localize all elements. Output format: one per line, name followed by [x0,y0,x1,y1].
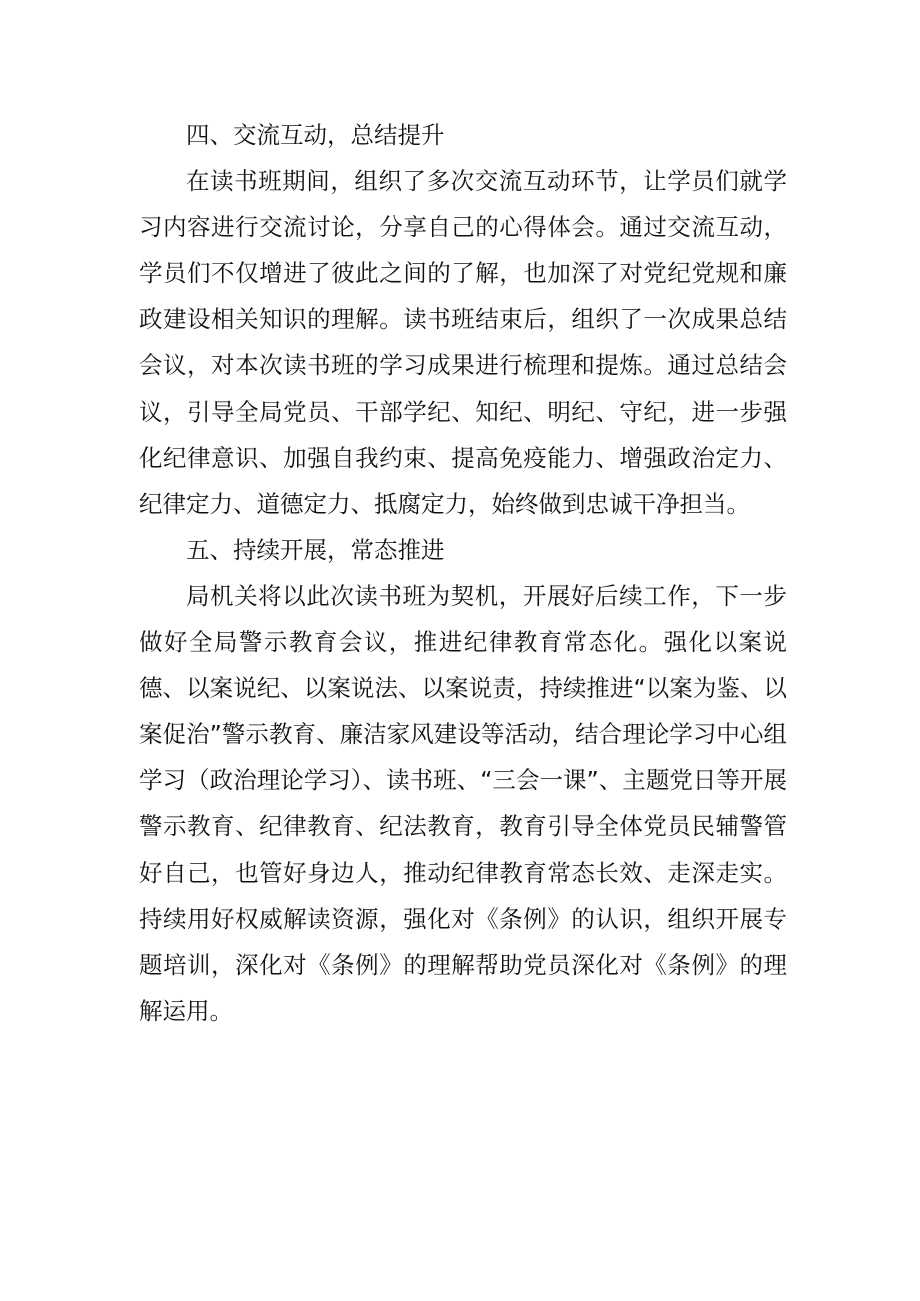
section-heading-4: 四、交流互动，总结提升 [186,121,445,149]
section-heading-5: 五、持续开展，常态推进 [186,535,445,564]
section-paragraph-5: 局机关将以此次读书班为契机，开展好后续工作，下一步做好全局警示教育会议，推进纪律教育常态化。强化以案说德、以案说纪、以案说法、以案说责，持续推进“以案为鉴、以案促治”警示教育、廉洁家风建设等活动，结合理论学习中心组学习（政治理论学习）、读书班、“三会一课”、主题党日等开展警示教育、纪律教育、纪法教育，教育引导全体党员民辅警管好自己，也管好身边人，推动纪律教育常态长效、走深走实。持续用好权威解读资源，强化对《条例》的认识，组织开展专题培训，深化对《条例》的理解帮助党员深化对《条例》的理解运用。 [139,581,787,1025]
section-paragraph-4: 在读书班期间，组织了多次交流互动环节，让学员们就学习内容进行交流讨论，分享自己的心得体会。通过交流互动，学员们不仅增进了彼此之间的了解，也加深了对党纪党规和廉政建设相关知识的理解。读书班结束后，组织了一次成果总结会议，对本次读书班的学习成果进行梳理和提炼。通过总结会议，引导全局党员、干部学纪、知纪、明纪、守纪，进一步强化纪律意识、加强自我约束、提高免疫能力、增强政治定力、纪律定力、道德定力、抵腐定力，始终做到忠诚干净担当。 [139,167,787,518]
document-body [139,112,787,1034]
